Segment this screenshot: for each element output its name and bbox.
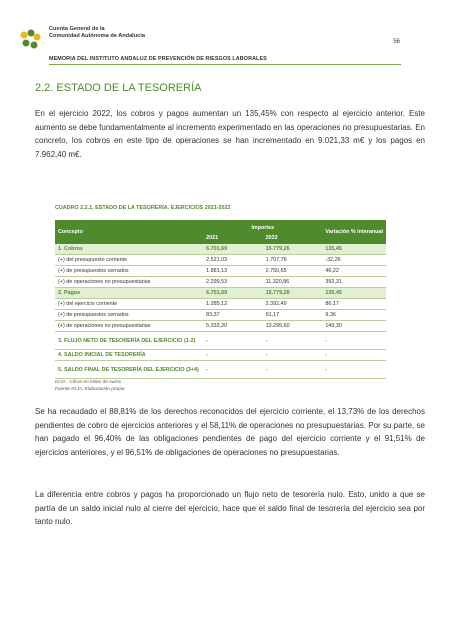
cell-variacion: - bbox=[322, 361, 386, 379]
cell-variacion: - bbox=[322, 332, 386, 350]
table-row bbox=[55, 255, 386, 266]
section-title: 2.2. ESTADO DE LA TESORERÍA bbox=[35, 82, 202, 94]
cell-2022: 13.295,60 bbox=[263, 321, 323, 332]
table-row bbox=[55, 350, 386, 361]
cell-concepto: 5. SALDO FINAL DE TESORERÍA DEL EJERCICIO (3+4) bbox=[55, 361, 203, 379]
cell-2021: - bbox=[203, 361, 263, 379]
org-line-2: Comunidad Autónoma de Andalucía bbox=[49, 33, 145, 39]
cell-variacion: 9,36 bbox=[322, 310, 386, 321]
table-row bbox=[55, 321, 386, 332]
cell-2022: 11.320,86 bbox=[263, 277, 323, 288]
cell-2022: 15.779,26 bbox=[263, 288, 323, 299]
cell-concepto: (+) de operaciones no presupuestarias bbox=[55, 321, 203, 332]
cell-variacion: -32,26 bbox=[322, 255, 386, 266]
cell-variacion: 46,22 bbox=[322, 266, 386, 277]
cell-variacion: 135,45 bbox=[322, 244, 386, 255]
cell-2021: 2.299,53 bbox=[203, 277, 263, 288]
table-row bbox=[55, 299, 386, 310]
page-number: 56 bbox=[393, 39, 400, 45]
cell-concepto: 4. SALDO INICIAL DE TESORERÍA bbox=[55, 350, 203, 361]
memoria-title: MEMORIA DEL INSTITUTO ANDALUZ DE PREVENCIÓN DE RIESGOS LABORALES bbox=[49, 56, 267, 62]
cell-2022: 15.779,26 bbox=[263, 244, 323, 255]
header-2021: 2021 bbox=[203, 232, 263, 244]
header-concepto: Concepto bbox=[55, 220, 203, 244]
cell-2021: 6.701,69 bbox=[203, 244, 263, 255]
table-row bbox=[55, 266, 386, 277]
table-caption: CUADRO 2.2.1. ESTADO DE LA TESORERÍA. EJERCICIOS 2021-2022 bbox=[55, 205, 231, 211]
table-row bbox=[55, 361, 386, 379]
table-row bbox=[55, 244, 386, 255]
table-row bbox=[55, 288, 386, 299]
cell-concepto: 3. FLUJO NETO DE TESORERÍA DEL EJERCICIO (1-2) bbox=[55, 332, 203, 350]
cell-variacion: - bbox=[322, 350, 386, 361]
org-title bbox=[49, 26, 145, 40]
table-note-source: Fuente IGJA. Elaboración propia bbox=[55, 387, 125, 392]
cell-2022: - bbox=[263, 361, 323, 379]
treasury-table bbox=[55, 220, 386, 379]
cell-2021: - bbox=[203, 332, 263, 350]
cell-2021: 2.521,03 bbox=[203, 255, 263, 266]
cell-concepto: (+) de presupuestos cerrados bbox=[55, 266, 203, 277]
header-divider bbox=[49, 64, 401, 65]
cell-2022: 2.750,65 bbox=[263, 266, 323, 277]
table-row bbox=[55, 277, 386, 288]
cell-concepto: (+) de operaciones no presupuestarias bbox=[55, 277, 203, 288]
org-line-1: Cuenta General de la bbox=[49, 26, 105, 32]
cell-2022: 91,17 bbox=[263, 310, 323, 321]
cell-variacion: 149,30 bbox=[322, 321, 386, 332]
cell-variacion: 392,31 bbox=[322, 277, 386, 288]
cell-concepto: (+) del presupuesto corriente bbox=[55, 255, 203, 266]
cell-2021: 1.881,13 bbox=[203, 266, 263, 277]
cell-2021: 6.701,69 bbox=[203, 288, 263, 299]
header-importes: Importes bbox=[203, 220, 322, 232]
cell-2022: 2.392,49 bbox=[263, 299, 323, 310]
cell-concepto: 1. Cobros bbox=[55, 244, 203, 255]
cell-2021: 83,37 bbox=[203, 310, 263, 321]
paragraph-1: En el ejercicio 2022, los cobros y pagos aumentan un 135,45% con respecto al ejercicio anterior. Este aumento se debe fundamentalmente al incremento experimentado en las operaciones no presupuestarias. En concreto, los cobros en este tipo de operaciones se han incrementado en 9.021,33 m€ y los pagos en 7.962,40 m€. bbox=[35, 109, 425, 159]
cell-variacion: 86,17 bbox=[322, 299, 386, 310]
header-2022: 2022 bbox=[263, 232, 323, 244]
table-row bbox=[55, 310, 386, 321]
cell-variacion: 135,45 bbox=[322, 288, 386, 299]
cell-concepto: (+) de presupuestos cerrados bbox=[55, 310, 203, 321]
cell-2021: 5.333,20 bbox=[203, 321, 263, 332]
paragraph-2: Se ha recaudado el 88,81% de los derechos reconocidos del ejercicio corriente, el 13,73% de los derechos pendientes de cobro de ejercicios anteriores y el 58,11% de operaciones no presupuestarias. Por su parte, se han pagado el 96,40% de las obligaciones pendientes de pago del ejercicio corriente y el 91,51% de ejercicios anteriores, y el 96,51% de obligaciones de operaciones no presupuestarias. bbox=[35, 407, 425, 457]
cell-2021: 1.285,12 bbox=[203, 299, 263, 310]
cell-2022: 1.707,76 bbox=[263, 255, 323, 266]
table-note-units: IGJA : Cifras en miles de euros bbox=[55, 380, 122, 385]
paragraph-3: La diferencia entre cobros y pagos ha proporcionado un flujo neto de tesorería nulo. Esto, unido a que se partía de un saldo inicial nulo al cierre del ejercicio, hace que el saldo final de tesorería del ejercicio sea por tanto nulo. bbox=[35, 490, 425, 526]
table-row bbox=[55, 332, 386, 350]
header-variacion: Variación % interanual bbox=[322, 220, 386, 244]
cell-2021: - bbox=[203, 350, 263, 361]
cell-2022: - bbox=[263, 332, 323, 350]
cell-concepto: (+) del ejercicio corriente bbox=[55, 299, 203, 310]
logo-icon bbox=[20, 29, 42, 51]
cell-2022: - bbox=[263, 350, 323, 361]
cell-concepto: 2. Pagos bbox=[55, 288, 203, 299]
